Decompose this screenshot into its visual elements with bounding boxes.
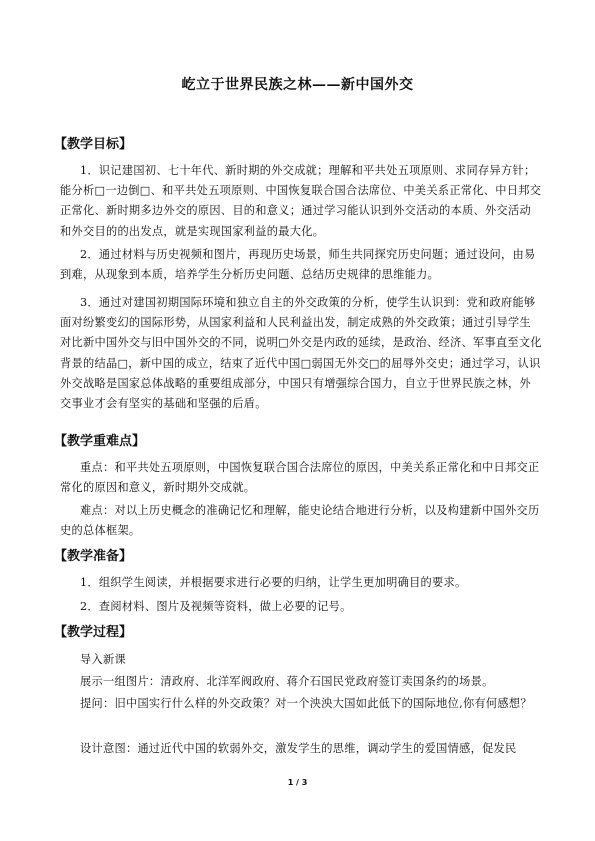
section-heading-goals: 【教学目标】 — [54, 137, 133, 152]
section-heading-prep: 【教学准备】 — [54, 549, 133, 564]
prep-paragraph-2: 2．查阅材料、图片及视频等资料，做上必要的记号。 — [80, 600, 352, 613]
page-title: 屹立于世界民族之林——新中国外交 — [181, 77, 414, 93]
process-paragraph-2: 展示一组图片：清政府、北洋军阀政府、蒋介石国民党政府签订卖国条约的场景。 — [80, 675, 494, 688]
process-paragraph-3: 提问：旧中国实行什么样的外交政策？对一个泱泱大国如此低下的国际地位,你有何感想？ — [80, 697, 532, 710]
goals-paragraph-1: 1．识记建国初、七十年代、新时期的外交成就；理解和平共处五项原则、求同存异方针；能分析□一边倒□、和平共处五项原则、中国恢复联合国合法席位、中美关系正常化、中日邦交正常化、新时期多边外交的原因、目的和意义；通过学习能认识到外交活动的本质、外交活动和外交目的的出发点，就是实现国家利益的最大化。 — [60, 164, 542, 238]
keypoints-paragraph-1: 重点：和平共处五项原则，中国恢复联合国合法席位的原因，中美关系正常化和中日邦交正常化的原因和意义，新时期外交成就。 — [60, 461, 540, 495]
goals-paragraph-3: 3．通过对建国初期国际环境和独立自主的外交政策的分析，使学生认识到：党和政府能够面对纷繁变幻的国际形势，从国家利益和人民利益出发，制定成熟的外交政策；通过引导学生对比新中国外交与旧中国外交的不同，说明□外交是内政的延续，是政治、经济、军事直至文化背景的结晶□，新中国的成立，结束了近代中国□弱国无外交□的屈辱外交史；通过学习，认识外交战略是国家总体战略的重要组成部分，中国只有增强综合国力，自立于世界民族之林，外交事业才会有坚实的基础和坚强的后盾。 — [60, 296, 542, 411]
process-paragraph-1: 导入新课 — [80, 653, 126, 666]
goals-paragraph-2: 2．通过材料与历史视频和图片，再现历史场景，师生共同探究历史问题；通过设问，由易到难，从现象到本质，培养学生分析历史问题、总结历史规律的思维能力。 — [60, 248, 536, 282]
page-number: 1 / 3 — [287, 778, 308, 787]
process-paragraph-4: 设计意图：通过近代中国的软弱外交，激发学生的思维，调动学生的爱国情感，促发民 — [80, 742, 517, 755]
section-heading-process: 【教学过程】 — [54, 625, 133, 640]
section-heading-keypoints: 【教学重难点】 — [54, 434, 146, 449]
keypoints-paragraph-2: 难点：对以上历史概念的准确记忆和理解，能史论结合地进行分析，以及构建新中国外交历史的总体框架。 — [60, 504, 540, 538]
prep-paragraph-1: 1．组织学生阅读，并根据要求进行必要的归纳，让学生更加明确目的要求。 — [80, 576, 467, 589]
